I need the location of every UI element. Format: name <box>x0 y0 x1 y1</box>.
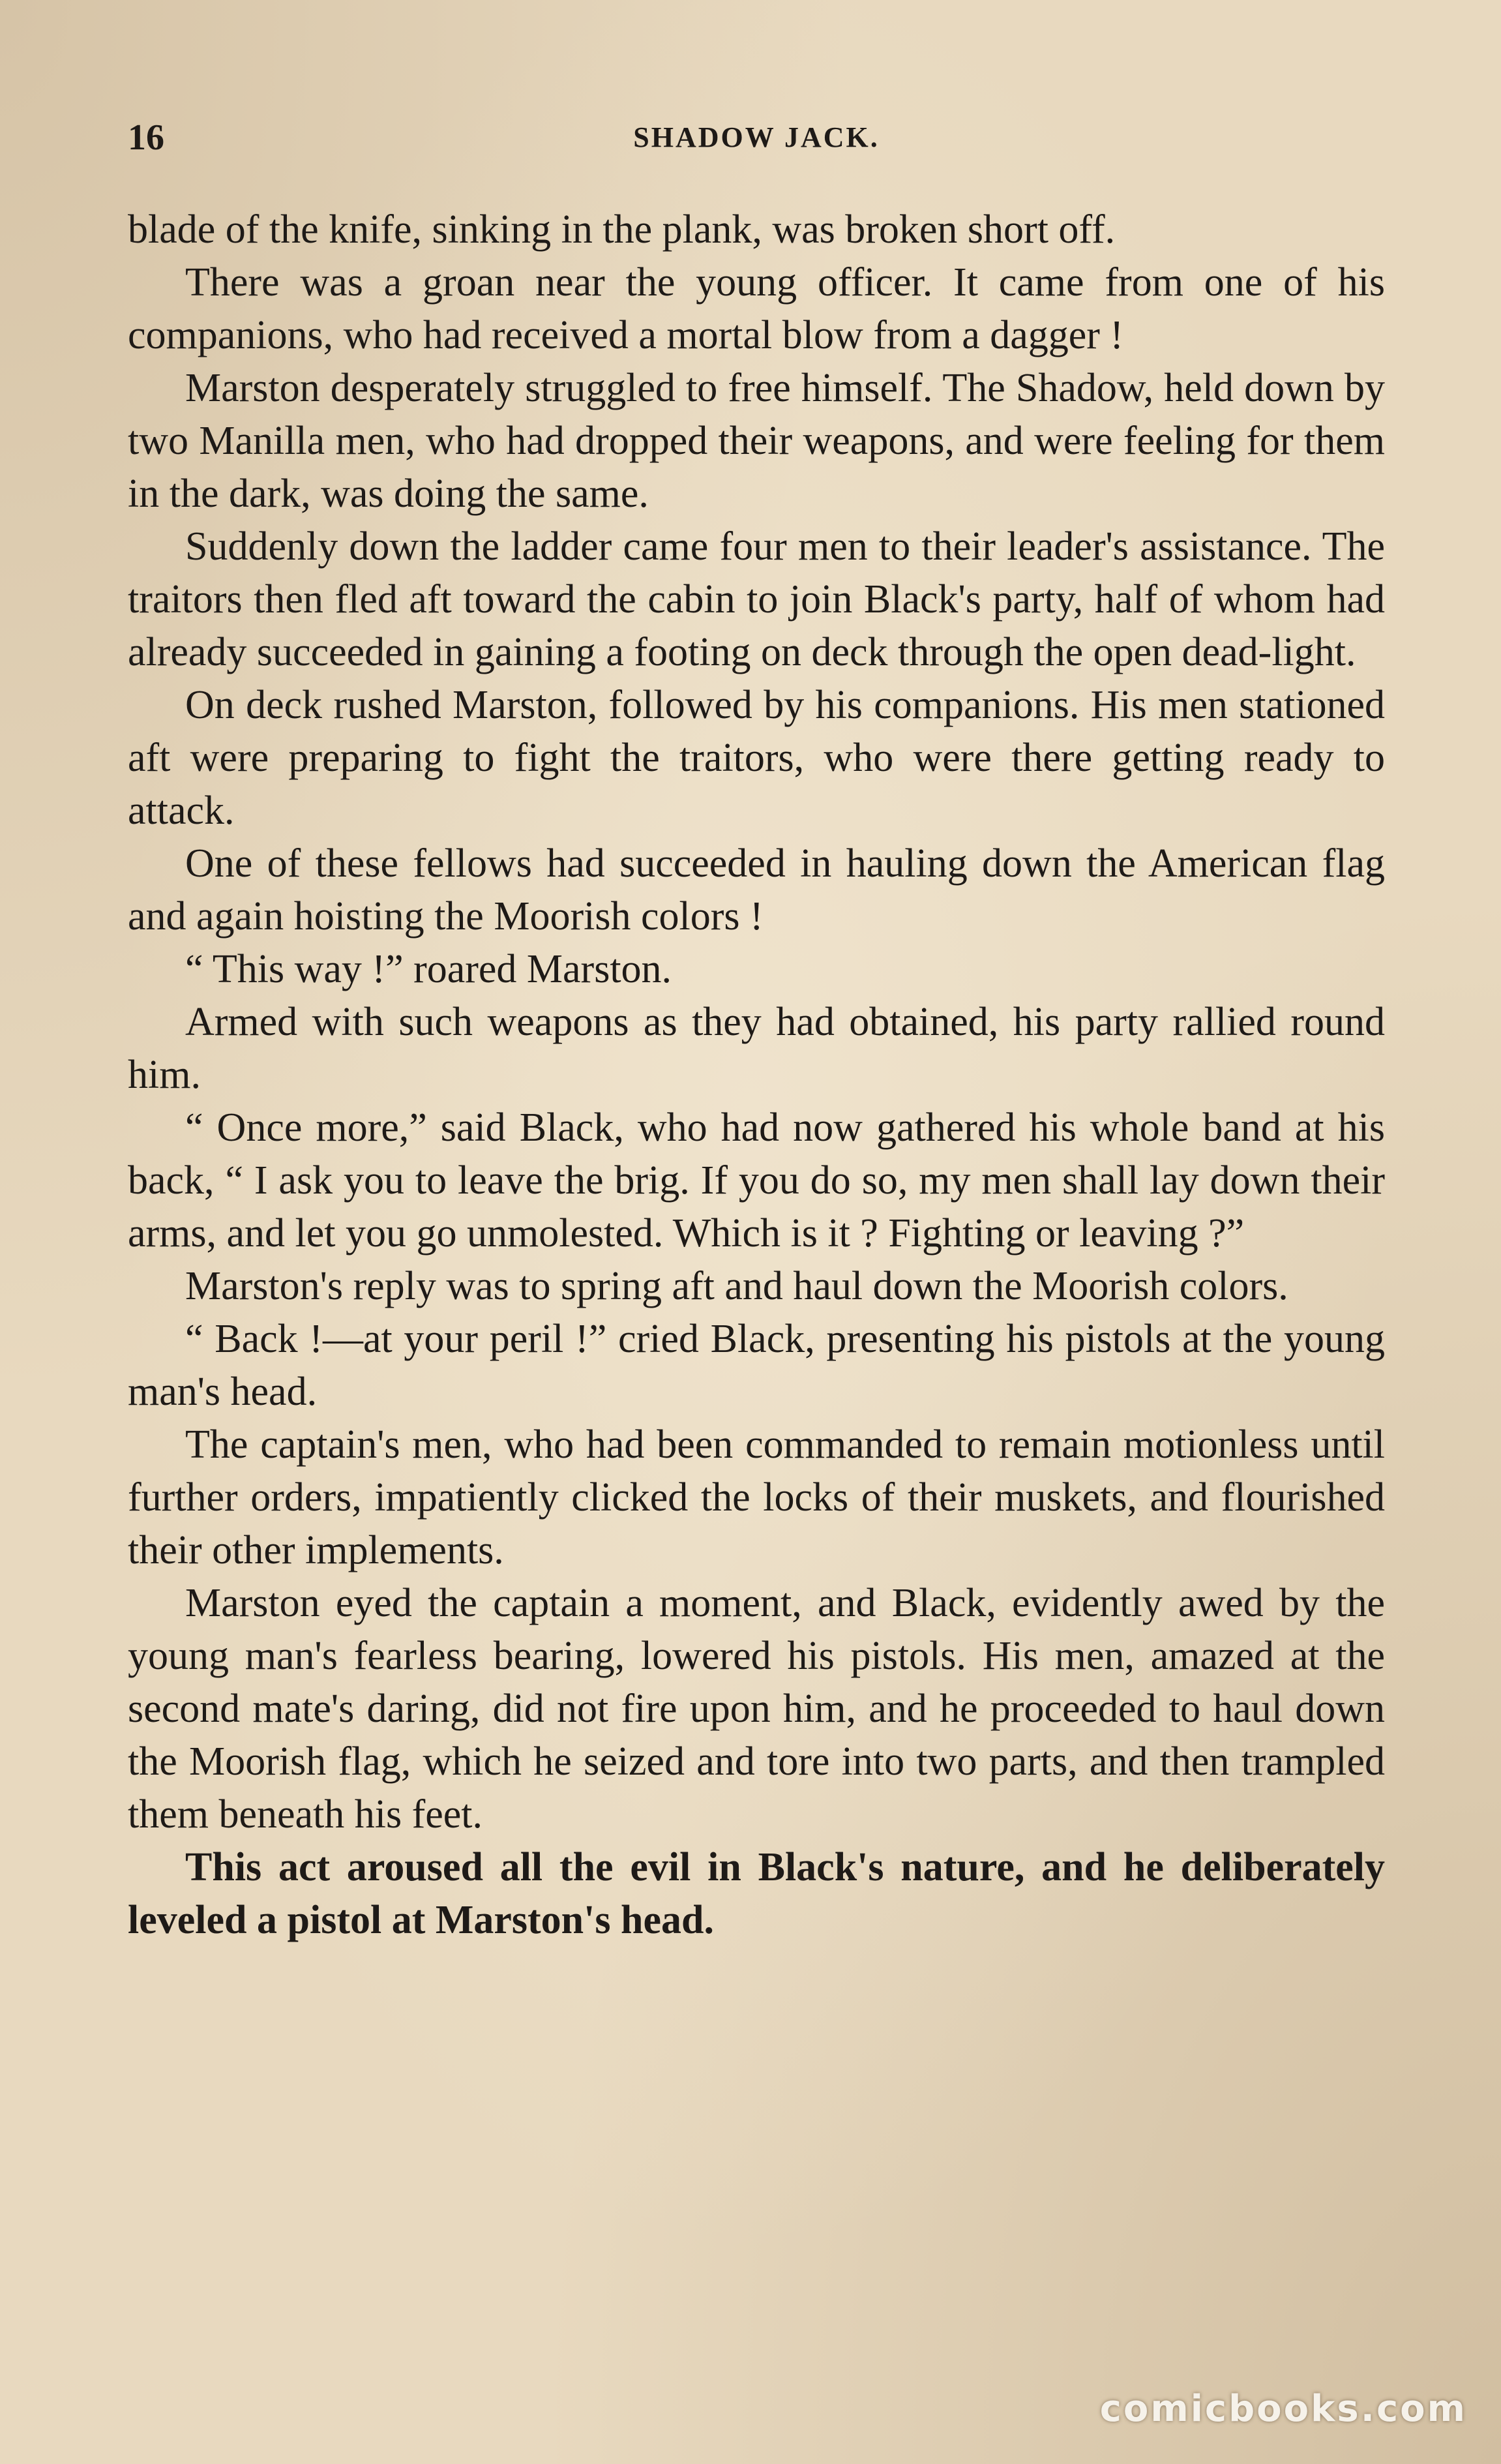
page-header <box>128 108 1385 167</box>
paragraph-5: On deck rushed Marston, followed by his companions. His men stationed aft were preparing to fight the traitors, who were there getting ready to attack. <box>128 683 1385 833</box>
paragraph-1: blade of the knife, sinking in the plank, was broken short off. <box>128 207 1116 252</box>
paragraph-11: “ Back !—at your peril !” cried Black, presenting his pistols at the young man's head. <box>128 1317 1385 1414</box>
running-head: SHADOW JACK. <box>633 121 880 153</box>
paragraph-2: There was a groan near the young officer. It came from one of his companions, who had received a mortal blow from a dagger ! <box>128 260 1385 357</box>
paragraph-7: “ This way !” roared Marston. <box>185 947 672 991</box>
paragraph-3: Marston desperately struggled to free himself. The Shadow, held down by two Manilla men, who had dropped their weapons, and were feeling for them in the dark, was doing the same. <box>128 366 1385 516</box>
paragraph-14: This act aroused all the evil in Black's nature, and he deliberately leveled a pistol at Marston's head. <box>128 1845 1385 1942</box>
body-text <box>128 203 1385 1947</box>
paragraph-9: “ Once more,” said Black, who had now gathered his whole band at his back, “ I ask you to leave the brig. If you do so, my men shall lay down their arms, and let you go unmolested. Which is it ? Fighting or leaving ?” <box>128 1105 1385 1255</box>
paragraph-10: Marston's reply was to spring aft and haul down the Moorish colors. <box>185 1264 1288 1308</box>
page-number: 16 <box>128 117 164 158</box>
paragraph-12: The captain's men, who had been commanded to remain motionless until further orders, impatiently clicked the locks of their muskets, and flourished their other implements. <box>128 1422 1385 1572</box>
watermark: comicbooks.com <box>1099 2388 1467 2430</box>
paragraph-8: Armed with such weapons as they had obtained, his party rallied round him. <box>128 1000 1385 1097</box>
paragraph-6: One of these fellows had succeeded in hauling down the American flag and again hoisting the Moorish colors ! <box>128 841 1385 939</box>
paragraph-4: Suddenly down the ladder came four men to their leader's assistance. The traitors then fled aft toward the cabin to join Black's party, half of whom had already succeeded in gaining a footing on deck through the open dead-light. <box>128 524 1385 674</box>
paragraph-13: Marston eyed the captain a moment, and Black, evidently awed by the young man's fearless bearing, lowered his pistols. His men, amazed at the second mate's daring, did not fire upon him, and he proceeded to haul down the Moorish flag, which he seized and tore into two parts, and then trampled them beneath his feet. <box>128 1581 1385 1837</box>
